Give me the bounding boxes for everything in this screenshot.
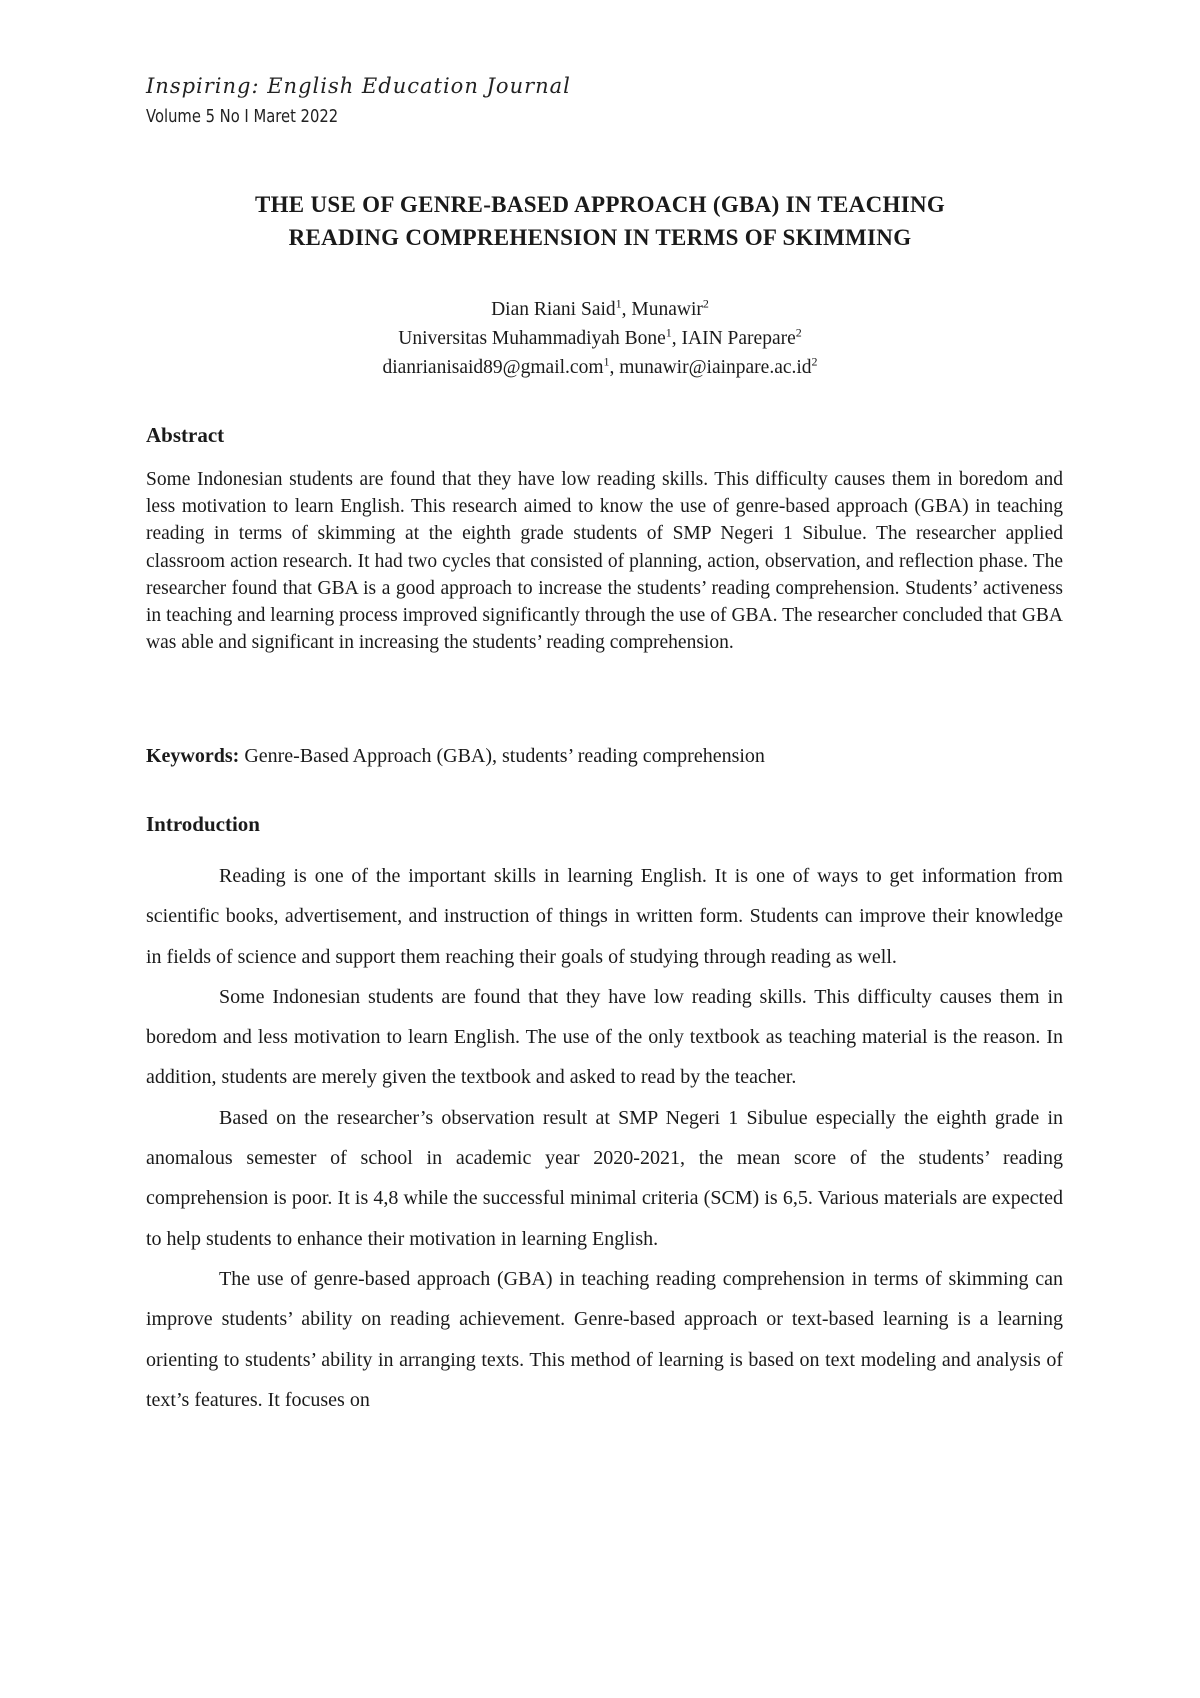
introduction-heading: Introduction bbox=[146, 812, 260, 836]
email-1: dianrianisaid89@gmail.com bbox=[382, 357, 604, 378]
affiliation-1: Universitas Muhammadiyah Bone bbox=[398, 328, 666, 349]
email-1-sup: 1 bbox=[603, 354, 610, 369]
keywords-label: Keywords: bbox=[146, 745, 240, 767]
affiliation-1-sup: 1 bbox=[665, 325, 672, 340]
journal-volume: Volume 5 No I Maret 2022 bbox=[146, 106, 339, 127]
affiliation-2-sup: 2 bbox=[795, 325, 802, 340]
email-2: munawir@iainpare.ac.id bbox=[619, 357, 812, 378]
author-1: Dian Riani Said bbox=[491, 299, 616, 320]
intro-paragraph-2: Some Indonesian students are found that they have low reading skills. This difficulty causes them in boredom and less motivation to learn English. The use of the only textbook as teaching material is the reason. In addition, students are merely given the textbook and asked to read by the teacher. bbox=[146, 985, 1063, 1089]
author-1-sup: 1 bbox=[615, 296, 622, 311]
email-2-sup: 2 bbox=[811, 354, 818, 369]
introduction-body bbox=[146, 856, 1063, 1420]
paper-title bbox=[140, 188, 1060, 254]
email-sep: , bbox=[609, 357, 620, 378]
author-2-sup: 2 bbox=[702, 296, 709, 311]
paper-title-line-1: THE USE OF GENRE-BASED APPROACH (GBA) IN TEACHING bbox=[254, 192, 946, 217]
keywords-text: Genre-Based Approach (GBA), students’ reading comprehension bbox=[239, 745, 765, 767]
author-emails bbox=[140, 353, 1060, 382]
author-block bbox=[140, 295, 1060, 382]
author-names bbox=[140, 295, 1060, 324]
affiliation-sep: , bbox=[671, 328, 682, 349]
intro-paragraph-4: The use of genre-based approach (GBA) in teaching reading comprehension in terms of skimming can improve students’ ability on reading achievement. Genre-based approach or text-based learning is a learning orienting to students’ ability in arranging texts. This method of learning is based on text modeling and analysis of text’s features. It focuses on bbox=[146, 1267, 1063, 1411]
affiliation-2: IAIN Parepare bbox=[681, 328, 796, 349]
paper-title-line-2: READING COMPREHENSION IN TERMS OF SKIMMING bbox=[288, 225, 912, 250]
intro-paragraph-3: Based on the researcher’s observation result at SMP Negeri 1 Sibulue especially the eighth grade in anomalous semester of school in academic year 2020-2021, the mean score of the students’ reading comprehension is poor. It is 4,8 while the successful minimal criteria (SCM) is 6,5. Various materials are expected to help students to enhance their motivation in learning English. bbox=[146, 1106, 1063, 1250]
abstract-heading: Abstract bbox=[146, 423, 225, 447]
journal-name: Inspiring: English Education Journal bbox=[146, 74, 571, 98]
author-2: Munawir bbox=[631, 299, 703, 320]
abstract-body: Some Indonesian students are found that they have low reading skills. This difficulty causes them in boredom and less motivation to learn English. This research aimed to know the use of genre-based approach (GBA) in teaching reading in terms of skimming at the eighth grade students of SMP Negeri 1 Sibulue. The researcher applied classroom action research. It had two cycles that consisted of planning, action, observation, and reflection phase. The researcher found that GBA is a good approach to increase the students’ reading comprehension. Students’ activeness in teaching and learning process improved significantly through the use of GBA. The researcher concluded that GBA was able and significant in increasing the students’ reading comprehension. bbox=[146, 469, 1063, 654]
author-sep: , bbox=[621, 299, 632, 320]
intro-paragraph-1: Reading is one of the important skills in learning English. It is one of ways to get information from scientific books, advertisement, and instruction of things in written form. Students can improve their knowledge in fields of science and support them reaching their goals of studying through reading as well. bbox=[146, 865, 1063, 968]
keywords bbox=[146, 745, 1063, 768]
author-affiliations bbox=[140, 324, 1060, 353]
